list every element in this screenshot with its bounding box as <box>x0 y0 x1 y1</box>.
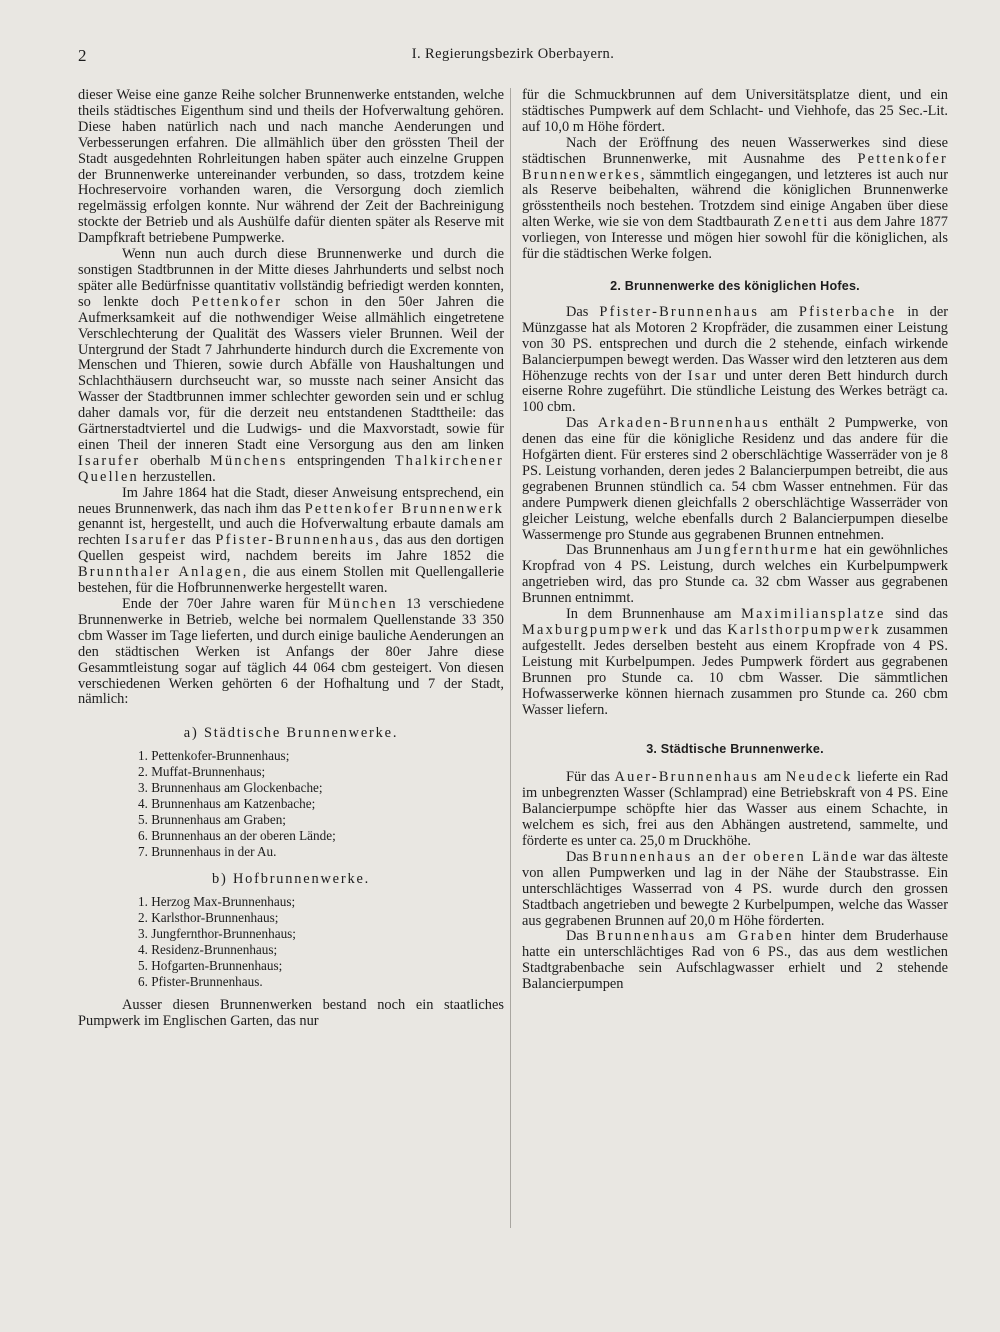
spaced-emphasis: Zenetti <box>773 214 830 231</box>
text-run: , die aus einem Stollen mit Quellengallerie bestehen, für die Hofbrunnenwerke hergestellt waren. <box>78 564 504 597</box>
text-run: Das <box>566 928 597 945</box>
spaced-emphasis: Pfister-Brunnenhaus <box>215 532 376 549</box>
list-item: 6. Pfister-Brunnenhaus. <box>138 974 263 990</box>
page-header <box>78 46 948 68</box>
text-run: Im Jahre 1864 hat die Stadt, dieser Anweisung entsprechend, ein neues Brunnenwerk, das nach ihm das <box>78 484 504 517</box>
text-run: und unter deren Bett hindurch durch eiserne Rohre zugeführt. Die stündliche Leistung des Werkes beträgt ca. 100 cbm. <box>522 367 948 416</box>
spaced-emphasis: Brunnenhaus an der oberen Lände <box>592 848 859 865</box>
spaced-emphasis: München <box>328 596 398 612</box>
list-item: 2. Karlsthor-Brunnenhaus; <box>138 910 279 926</box>
paragraph <box>522 136 948 263</box>
section-heading: 2. Brunnenwerke des königlichen Hofes. <box>610 278 860 293</box>
text-run: Für das <box>566 769 615 786</box>
spaced-emphasis: Pettenkofer <box>191 293 283 310</box>
paragraph <box>522 416 948 543</box>
text-run: , das aus den dortigen Quellen gespeist wird, nachdem bereits im Jahre 1852 die <box>78 532 504 565</box>
text-run: zusammen aufgestellt. Jedes derselben besteht aus einem Kropfrade von 4 PS. Leistung mit Kurbelpumpen. Jedes Pumpwerk fördert aus gegrabenen Brunnen pro Stunde ca. 10 cbm Wasser. Die sämmtlichen Hofwasserwerke können hiernach zusammen pro Stunde ca. 260 cbm Wasser liefern. <box>522 622 948 718</box>
text-run: dieser Weise eine ganze Reihe solcher Brunnenwerke entstanden, welche theils städtisches Eigenthum sind und theils der Hofverwaltung gehören. Diese haben natürlich nach und nach manche Aenderungen und Verbesserungen erfahren. Die allmählich über den grössten Theil der Stadt ausgedehnten Rohrleitungen haben später auch einzelne Gruppen der Brunnenwerke untereinander verbunden, so dass, trotzdem keine Hochreservoire vorhanden waren, die Versorgung doch ziemlich regelmässig erfolgen konnte. Nur während der Zeit der Bachreinigung stockte der Betrieb und als Aushülfe dafür dienten später als Reserve mit Dampfkraft betriebene Pumpwerke. <box>78 87 504 247</box>
text-run: am <box>759 303 799 320</box>
spaced-emphasis: Isarufer <box>78 452 141 469</box>
paragraph <box>78 597 504 708</box>
spaced-emphasis: Karlsthorpumpwerk <box>727 622 881 638</box>
list-item: 3. Jungfernthor-Brunnenhaus; <box>138 926 296 942</box>
spaced-emphasis: Pfister-Brunnenhaus <box>599 303 760 320</box>
spaced-emphasis: Münchens <box>209 452 288 469</box>
spaced-emphasis: Neudeck <box>785 769 853 786</box>
text-run: Das <box>566 303 600 320</box>
list-heading-court: b) Hofbrunnenwerke. <box>211 871 371 888</box>
list-item: 5. Brunnenhaus am Graben; <box>138 812 286 828</box>
right-column <box>522 88 948 993</box>
spaced-emphasis: Auer-Brunnenhaus <box>614 769 759 786</box>
paragraph <box>522 88 948 136</box>
paragraph <box>522 607 948 718</box>
list-item: 4. Residenz-Brunnenhaus; <box>138 942 278 958</box>
text-run: , sämmtlich eingegangen, und letzteres ist auch nur als Reserve beibehalten, während die königlichen Brunnenwerke grösstentheils noch bestehen. Trotzdem sind einige Angaben über diese alten Werke, wie sie von dem Stadtbaurath <box>522 166 948 231</box>
text-run: Das Brunnenhaus am <box>566 542 697 559</box>
text-run: Ende der 70er Jahre waren für <box>122 596 328 612</box>
paragraph <box>522 929 948 993</box>
text-run: in der Münzgasse hat als Motoren 2 Kropfräder, die zusammen einer Leistung von 30 PS. entsprechen und durch die 2 stehende, einfach wirkende Balancierpumpen bewegt werden. Das Wasser wird den letzteren aus dem Höhenzuge rechts von der <box>522 303 948 384</box>
list-item: 1. Pettenkofer-Brunnenhaus; <box>138 748 290 764</box>
text-run: am <box>758 769 786 786</box>
text-run: Das <box>566 415 598 432</box>
text-run: Nach der Eröffnung des neuen Wasserwerkes sind diese städtischen Brunnenwerke, mit Ausnahme des <box>522 134 948 167</box>
running-title: I. Regierungsbezirk Oberbayern. <box>411 46 615 62</box>
text-run: oberhalb <box>140 452 210 469</box>
paragraph <box>522 543 948 607</box>
text-run: und das <box>669 622 728 638</box>
text-run: lieferte ein Rad im unbegrenzten Wasser (Schlamprad) eine Betriebskraft von 4 PS. Eine Balancierpumpe schöpfte hier das Wasser aus einem Schachte, in welchem es sich, frei aus den Abhängen austretend, sammelte, und förderte es unter ca. 25,0 m Druckhöhe. <box>522 769 949 849</box>
spaced-emphasis: Isarufer <box>124 532 188 549</box>
text-run: sind das <box>885 606 948 623</box>
paragraph <box>522 770 948 850</box>
spaced-emphasis: Pettenkofer Brunnenwerk <box>304 500 504 517</box>
spaced-emphasis: Brunnthaler Anlagen <box>78 564 243 581</box>
spaced-emphasis: Maximiliansplatze <box>741 606 886 623</box>
list-item: 5. Hofgarten-Brunnenhaus; <box>138 958 283 974</box>
left-column <box>78 88 504 1030</box>
list-item: 4. Brunnenhaus am Katzenbache; <box>138 796 316 812</box>
text-run: hinter dem Bruderhause hatte ein unterschlächtiges Rad von 6 PS., das aus dem westlichen Stadtgrabenbache sein Aufschlagwasser erhielt und 2 stehende Balancierpumpen <box>522 928 948 993</box>
list-item: 1. Herzog Max-Brunnenhaus; <box>138 894 296 910</box>
text-run: entspringenden <box>287 452 395 469</box>
text-run: war das älteste von allen Pumpwerken und lag in der Nähe der Staubstrasse. Ein unterschlächtiges Wasserrad von 4 PS. wurde durch den grossen Stadtbach angetrieben und bewegte 2 Kurbelpumpen, welche das Wasser aus gegrabenen Brunnen auf 20,0 m Höhe förderten. <box>522 848 949 929</box>
section-heading: 3. Städtische Brunnenwerke. <box>646 742 824 757</box>
list-heading-municipal: a) Städtische Brunnenwerke. <box>183 725 399 742</box>
text-run: Wenn nun auch durch diese Brunnenwerke und durch die sonstigen Stadtbrunnen in der Mitte dieses Jahrhunderts und selbst noch später alle Bedürfnisse quantitativ vollständig befriedigt werden konnten, so lenkte doch <box>78 246 504 310</box>
list-item: 3. Brunnenhaus am Glockenbache; <box>138 780 323 796</box>
spaced-emphasis: Thalkirchener Quellen <box>78 452 504 485</box>
paragraph <box>78 88 504 247</box>
text-run: Ausser diesen Brunnenwerken bestand noch ein staatliches Pumpwerk im Englischen Garten, das nur <box>78 997 504 1030</box>
paragraph <box>78 247 504 486</box>
spaced-emphasis: Pettenkofer Brunnenwerkes <box>522 150 948 183</box>
text-run: In dem Brunnenhause am <box>566 606 742 623</box>
spaced-emphasis: Arkaden-Brunnenhaus <box>597 415 770 432</box>
text-run: Das <box>566 848 593 865</box>
paragraph <box>78 998 504 1030</box>
list-item: 7. Brunnenhaus in der Au. <box>138 844 277 860</box>
paragraph <box>522 850 948 930</box>
text-run: hat ein gewöhnliches Kropfrad von 4 PS. Leistung, durch welches ein Kurbelpumpwerk angetrieben wird, das pro Stunde ca. 32 cbm Wasser aus gegrabenen Brunnen entnimmt. <box>522 542 948 607</box>
paragraph <box>522 305 948 416</box>
list-item: 6. Brunnenhaus an der oberen Lände; <box>138 828 336 844</box>
spaced-emphasis: Isar <box>687 367 719 384</box>
court-waterworks-list <box>78 894 504 990</box>
text-run: das <box>187 532 216 549</box>
paragraph <box>78 486 504 597</box>
spaced-emphasis: Pfisterbache <box>798 303 897 320</box>
text-run: schon in den 50er Jahren die Aufmerksamkeit auf die nothwendiger Weise allmählich eingetretene Verschlechterung der Qualität des Wassers vieler Brunnen. Weil der Untergrund der Stadt 7 Jahrhunderte hindurch durch die Excremente von Menschen und Thieren, sowie durch Abfälle von Haushaltungen und Schlachthäusern durchseucht war, so musste nach seiner Ansicht das Wasser der Stadtbrunnen immer schlechter geworden sein und er schlug daher damals vor, für die derzeit neu entstandenen Stadttheile: das Gärtnerstadtviertel und die Ludwigs- und die Maxvorstadt, sowie für einen Theil der inneren Stadt eine Versorgung aus den am linken <box>78 293 504 453</box>
text-run: herzustellen. <box>138 468 216 485</box>
spaced-emphasis: Brunnenhaus am Graben <box>596 928 794 945</box>
page-number: 2 <box>78 46 87 65</box>
text-run: genannt ist, hergestellt, und auch die Hofverwaltung erbaute damals am rechten <box>78 516 504 549</box>
text-run: aus dem Jahre 1877 vorliegen, von Interesse und mögen hier sowohl für die königlichen, als für die städtischen Werke folgen. <box>522 214 948 263</box>
spaced-emphasis: Maxburgpumpwerk <box>522 622 670 638</box>
text-run: 13 verschiedene Brunnenwerke in Betrieb, welche bei normalem Quellenstande 33 350 cbm Wasser im Tage lieferten, und durch einige bauliche Aenderungen an den städtischen Werken ist Anfangs der 80er Jahre diese Gesammtleistung sogar auf täglich 44 064 cbm gesteigert. Von diesen verschiedenen Werken gehörten 6 der Hofhaltung und 7 der Stadt, nämlich: <box>78 596 504 708</box>
text-run: für die Schmuckbrunnen auf dem Universitätsplatze dient, und ein städtisches Pumpwerk auf dem Schlacht- und Viehhofe, das 25 Sec.-Lit. auf 10,0 m Höhe fördert. <box>522 87 948 135</box>
spaced-emphasis: Jungfernthurme <box>696 542 819 559</box>
text-run: enthält 2 Pumpwerke, von denen das eine für die königliche Residenz und das andere für die Hofgärten dient. Für ersteres sind 2 oberschlächtige Wasserräder von je 8 PS. Leistung vorhanden, deren jedes 2 Balancierpumpen betreibt, die aus gegrabenen Brunnen stündlich ca. 54 cbm Wasser entnehmen. Für das andere Pumpwerk dienen gleichfalls 2 oberschlächtige Wasserräder von gleicher Leistung, welche ebenfalls durch 2 Balancierpumpen dieselbe Wassermenge pro Stunde aus gegrabenen Brunnen entnehmen. <box>522 415 949 543</box>
municipal-waterworks-list <box>78 748 504 860</box>
column-divider <box>510 88 511 1228</box>
list-item: 2. Muffat-Brunnenhaus; <box>138 764 266 780</box>
